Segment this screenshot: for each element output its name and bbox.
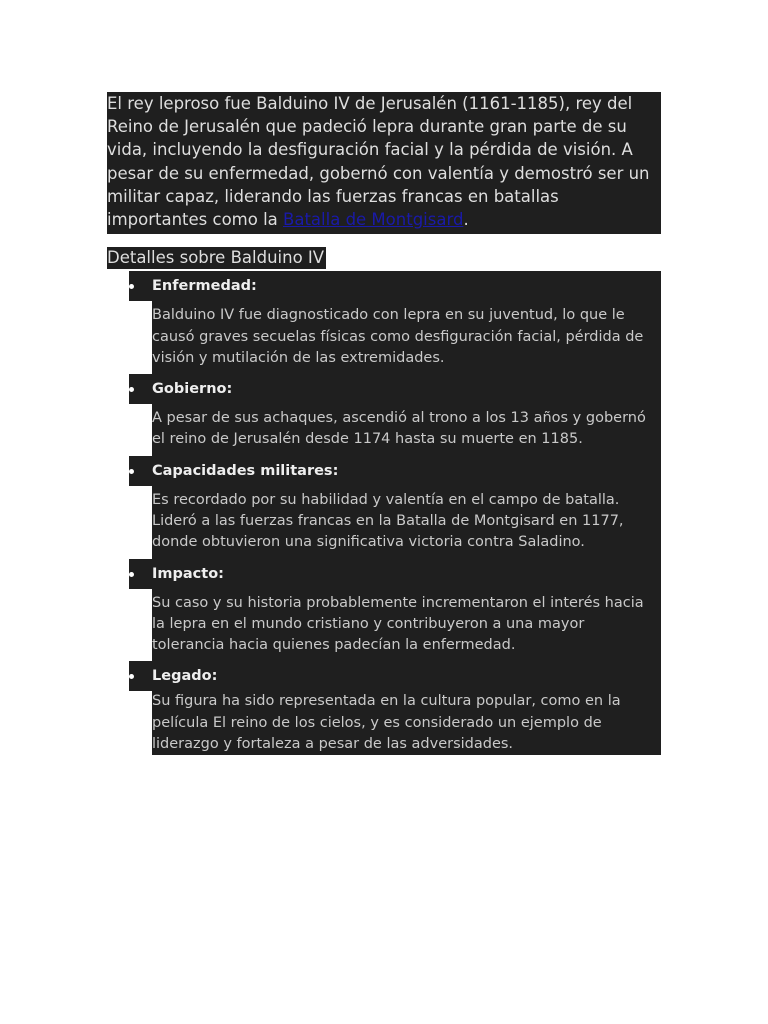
list-item-heading (129, 661, 661, 691)
list-item-body: A pesar de sus achaques, ascendió al trono a los 13 años y gobernó el reino de Jerusalén desde 1174 hasta su muerte en 1185. (152, 404, 661, 456)
intro-paragraph (107, 92, 661, 234)
list-item-label: Capacidades militares: (152, 462, 339, 479)
bullet-icon (129, 469, 134, 474)
list-item-heading (129, 559, 661, 589)
bullet-icon (129, 284, 134, 289)
list-item (107, 456, 661, 559)
list-item-body: Su caso y su historia probablemente incrementaron el interés hacia la lepra en el mundo cristiano y contribuyeron a una mayor tolerancia hacia quienes padecían la enfermedad. (152, 589, 661, 662)
list-item-heading (129, 374, 661, 404)
list-item-label: Impacto: (152, 565, 224, 582)
intro-text: El rey leproso fue Balduino IV de Jerusalén (1161-1185), rey del Reino de Jerusalén que padeció lepra durante gran parte de su vida, incluyendo la desfiguración facial y la pérdida de visión. A pesar de su enfermedad, gobernó con valentía y demostró ser un militar capaz, liderando las fuerzas francas en batallas importantes como la (107, 94, 650, 230)
intro-end: . (463, 210, 469, 230)
list-item-label: Gobierno: (152, 381, 233, 398)
list-item-body: Balduino IV fue diagnosticado con lepra en su juventud, lo que le causó graves secuelas físicas como desfiguración facial, pérdida de visión y mutilación de las extremidades. (152, 301, 661, 374)
bullet-icon (129, 387, 134, 392)
list-item-label: Enfermedad: (152, 278, 257, 295)
list-item (107, 374, 661, 456)
list-item (107, 559, 661, 662)
details-list (107, 271, 661, 755)
list-item-heading (129, 456, 661, 486)
list-item (107, 661, 661, 755)
list-item-body: Su figura ha sido representada en la cultura popular, como en la película El reino de los cielos, y es considerado un ejemplo de liderazgo y fortaleza a pesar de las adversidades. (152, 691, 661, 755)
list-item-body: Es recordado por su habilidad y valentía en el campo de batalla. Lideró a las fuerzas francas en la Batalla de Montgisard en 1177, donde obtuvieron una significativa victoria contra Saladino. (152, 486, 661, 559)
montgisard-link[interactable]: Batalla de Montgisard (283, 210, 464, 230)
document (107, 92, 661, 755)
bullet-icon (129, 674, 134, 679)
list-item-label: Legado: (152, 668, 218, 685)
section-title: Detalles sobre Balduino IV (107, 248, 325, 268)
bullet-icon (129, 572, 134, 577)
list-item (107, 271, 661, 374)
list-item-heading (129, 271, 661, 301)
